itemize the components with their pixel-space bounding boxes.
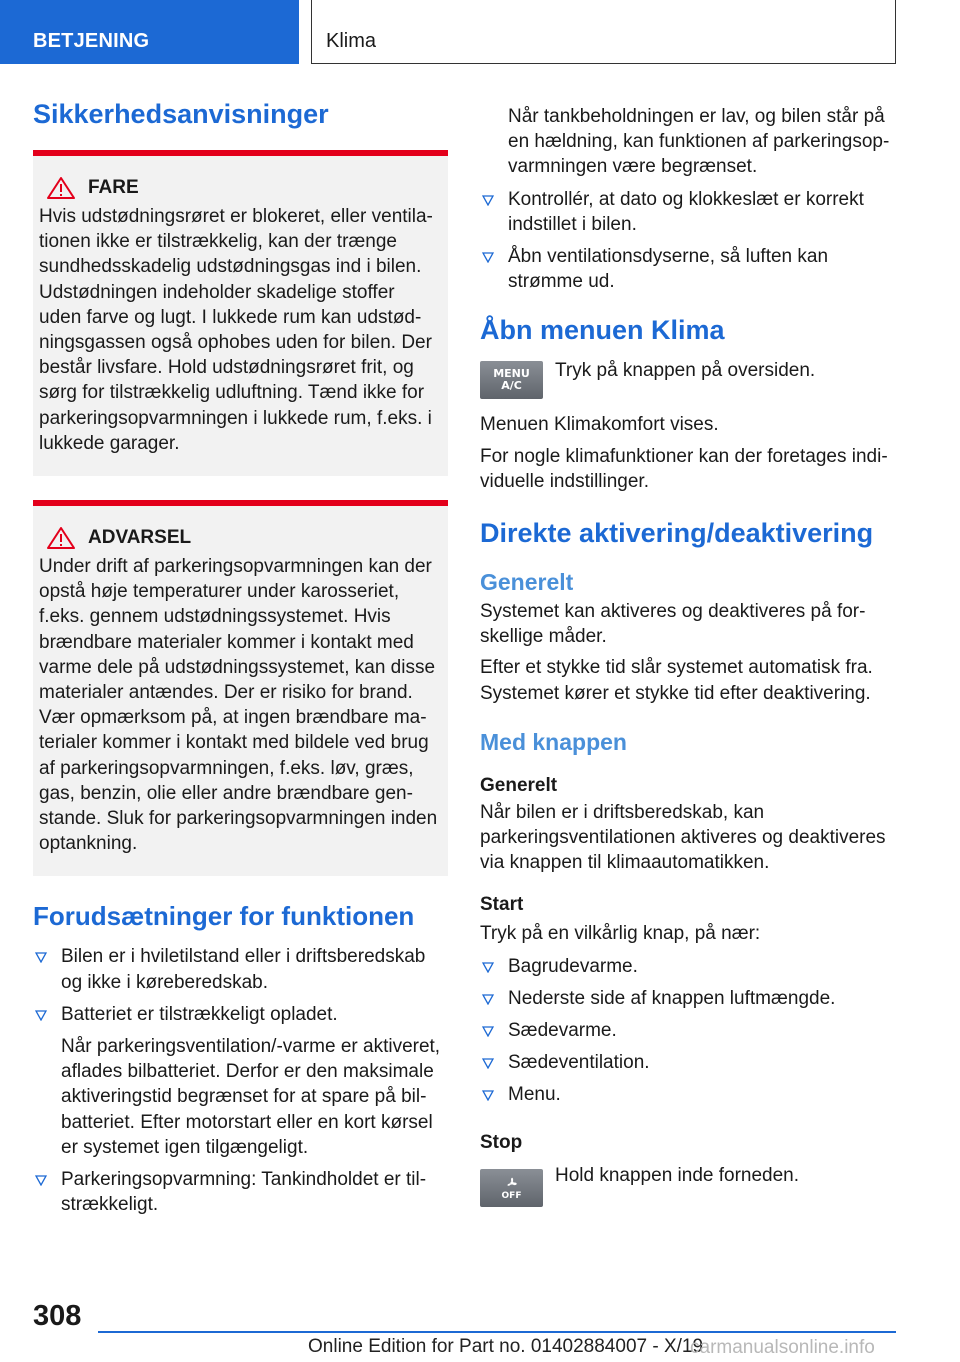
left-column — [33, 96, 448, 1218]
list-item: Sædevarme. — [480, 1018, 895, 1043]
menu-button-text: Tryk på knappen på oversiden. — [555, 360, 816, 382]
general-paragraph-1: Systemet kan aktiveres og deaktiveres på forskellige måder. — [480, 601, 866, 648]
danger-label: FARE — [88, 177, 139, 198]
fan-icon — [503, 1175, 521, 1191]
warning-header — [39, 526, 438, 550]
bullet-triangle-icon — [482, 993, 494, 1005]
battery-note: Når parkeringsventilation/-varme er aktiveret, aflades bilbatteriet. Derfor er den maksimale aktiveringstid begrænset for at spare på bilbatteriet. Efter motorstart eller en kort kørsel er systemet igen tilgængeligt. — [61, 1036, 441, 1158]
button-title: Med knappen — [480, 728, 627, 755]
edition-text: Online Edition for Part no. 01402884007 - X/19 — [308, 1336, 704, 1357]
bullet-triangle-icon — [35, 1009, 47, 1021]
menu-ac-button-icon: MENU A/C — [480, 361, 543, 399]
bullet-triangle-icon — [35, 1174, 47, 1186]
bullet-triangle-icon — [482, 961, 494, 973]
warning-triangle-icon — [46, 176, 76, 200]
menu-paragraph-2: For nogle klimafunktioner kan der foretages individuelle indstillinger. — [480, 445, 888, 492]
bullet-triangle-icon — [35, 951, 47, 963]
menu-title: Åbn menuen Klima — [480, 315, 725, 346]
start-text: Tryk på en vilkårlig knap, på nær: — [480, 923, 761, 945]
footer-rule — [98, 1331, 896, 1333]
stop-text: Hold knappen inde forneden. — [555, 1164, 800, 1186]
bullet-triangle-icon — [482, 194, 494, 206]
safety-title: Sikkerhedsanvisninger — [33, 99, 329, 129]
list-item: Bilen er i hviletilstand eller i driftsberedskab og ikke i køreberedskab. — [33, 944, 448, 994]
list-item: Menu. — [480, 1082, 895, 1107]
section-tab: BETJENING — [0, 0, 299, 64]
page-number: 308 — [33, 1300, 82, 1332]
warning-text: Under drift af parkeringsopvarmningen kan der opstå høje temperaturer under karosseriet, f.eks. gennem udstødningssystemet. Hvis brændbare materialer kommer i kontakt med varme dele på udstødningssystemet, kan disse materialer antændes. Der er risiko for brand. Vær opmærksom på, at ingen brændbare materialer kommer i kontakt med bildele ved brug af parkeringsopvarmningen, f.eks. løv, græs, gas, benzin, olie eller andre brændbare genstande. Sluk for parkeringsopvarmningen inden optankning. — [39, 556, 438, 855]
button-general-text: Når bilen er i driftsberedskab, kan parkeringsventilationen aktiveres og deaktiveres via knappen til klimaautomatikken. — [480, 801, 886, 874]
chapter-title: Klima — [311, 0, 896, 64]
list-item: Åbn ventilationsdyserne, så luften kan strømme ud. — [480, 244, 895, 294]
list-item: Bagrudevarme. — [480, 954, 895, 979]
bullet-triangle-icon — [482, 1025, 494, 1037]
bullet-triangle-icon — [482, 1089, 494, 1101]
stop-button-row — [480, 1163, 895, 1207]
menu-paragraph-1: Menuen Klimakomfort vises. — [480, 414, 719, 436]
menu-button-row — [480, 358, 895, 399]
list-item: Sædeventilation. — [480, 1050, 895, 1075]
warning-label: ADVARSEL — [88, 527, 192, 549]
warning-box — [33, 500, 448, 876]
danger-text: Hvis udstødningsrøret er blokeret, eller ventilationen ikke er tilstrækkelig, kan der trænge sundhedsskadelig udstødningsgas ind i bilen. Udstødningen indeholder skadelige stoffer uden farve og lugt. I lukkede rum kan udstødningsgassen også ophobes uden for bilen. Der består livsfare. Hold udstødningsrøret frit, og sørg for tilstrækkelig udluftning. Tænd ikke for parkeringsopvarmningen i lukkede rum, f.eks. i lukkede garager. — [39, 206, 433, 454]
list-item: Batteriet er tilstrækkeligt opladet. — [33, 1002, 448, 1027]
right-column — [480, 98, 895, 1207]
prereq-title: Forudsætninger for funktionen — [33, 901, 415, 932]
danger-header — [39, 176, 438, 200]
warning-triangle-icon — [46, 526, 76, 550]
stop-title: Stop — [480, 1131, 523, 1153]
fan-off-button-icon: OFF — [480, 1169, 543, 1207]
bullet-triangle-icon — [482, 251, 494, 263]
danger-box — [33, 150, 448, 476]
tank-note: Når tankbeholdningen er lav, og bilen står på en hældning, kan funktionen af parkeringsopvarmningen være begrænset. — [508, 106, 890, 178]
start-title: Start — [480, 894, 524, 916]
general-title: Generelt — [480, 569, 574, 596]
general-paragraph-2: Efter et stykke tid slår systemet automatisk fra. Systemet kører et stykke tid efter deaktivering. — [480, 657, 873, 704]
button-general-title: Generelt — [480, 774, 558, 796]
list-item: Nederste side af knappen luftmængde. — [480, 986, 895, 1011]
list-item: Kontrollér, at dato og klokkeslæt er korrekt indstillet i bilen. — [480, 187, 895, 237]
watermark-text: carmanualsonline.info — [690, 1337, 875, 1358]
direct-title: Direkte aktivering/deaktivering — [480, 518, 874, 549]
list-item: Parkeringsopvarmning: Tankindholdet er tilstrækkeligt. — [33, 1167, 448, 1217]
bullet-triangle-icon — [482, 1057, 494, 1069]
